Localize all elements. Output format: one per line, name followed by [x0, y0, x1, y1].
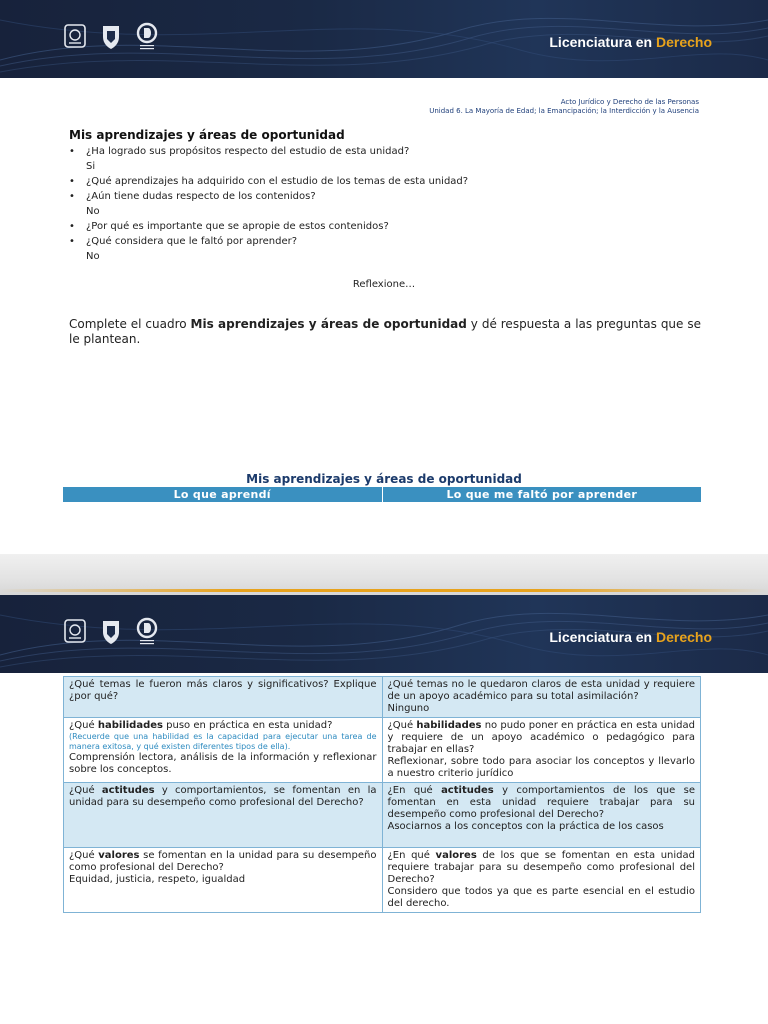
bullet-icon: • [69, 191, 75, 202]
unam-logo-icon [62, 22, 88, 52]
list-item: • ¿Aún tiene dudas respecto de los contenidos? [69, 191, 316, 202]
table-row [64, 677, 701, 718]
learning-table [63, 676, 701, 913]
cuaed-logo-icon [134, 22, 160, 52]
hint-text: (Recuerde que una habilidad es la capacidad para ejecutar una tarea de manera exitosa, y qué existen diferentes tipos de ella). [69, 732, 377, 751]
unit-name: Unidad 6. La Mayoría de Edad; la Emancipación; la Interdicción y la Ausencia [429, 107, 699, 115]
question-list [69, 144, 468, 264]
program-title: Licenciatura en Derecho [549, 34, 712, 50]
shield-logo-icon [98, 617, 124, 647]
table-row [64, 718, 701, 783]
answer-text: No [86, 251, 100, 262]
column-header-learned: Lo que aprendí [63, 487, 383, 502]
bullet-icon: • [69, 176, 75, 187]
cell-missing: ¿Qué habilidades no pudo poner en práctica en esta unidad y requiere de un apoyo académico o pedagógico para trabajar en ellas? Reflexionar, sobre todo para asociar los conceptos y llevarlo a nuestro criterio jurídico [382, 718, 701, 783]
bullet-icon: • [69, 221, 75, 232]
reflect-text: Reflexione… [352, 279, 416, 290]
shield-logo-icon [98, 22, 124, 52]
column-header-missing: Lo que me faltó por aprender [446, 488, 638, 501]
cell-learned: ¿Qué habilidades puso en práctica en esta unidad? (Recuerde que una habilidad es la capacidad para ejecutar una tarea de manera exitosa, y qué existen diferentes tipos de ella). Comprensión lectora, análisis de la información y reflexionar sobre los conceptos. [64, 718, 383, 783]
gold-rule [0, 589, 768, 592]
cell-learned: ¿Qué actitudes y comportamientos, se fomentan en la unidad para su desempeño como profesional del Derecho? [64, 783, 383, 848]
document-meta [429, 98, 699, 116]
cell-missing: ¿Qué temas no le quedaron claros de esta unidad y requiere de un apoyo académico para su total asimilación? Ninguno [382, 677, 701, 718]
table-row [64, 848, 701, 913]
header-banner [0, 0, 768, 78]
cell-missing: ¿En qué valores de los que se fomentan en esta unidad requiere trabajar para su desempeño como profesional del Derecho? Considero que todos ya que es parte esencial en el estudio del derecho. [382, 848, 701, 913]
course-name: Acto Jurídico y Derecho de las Personas [560, 98, 699, 106]
cell-learned: ¿Qué valores se fomentan en la unidad para su desempeño como profesional del Derecho? Equidad, justicia, respeto, igualdad [64, 848, 383, 913]
list-item: • ¿Por qué es importante que se apropie de estos contenidos? [69, 221, 389, 232]
instruction-text: Complete el cuadro Mis aprendizajes y áreas de oportunidad y dé respuesta a las preguntas que se le plantean. [69, 317, 701, 346]
list-item: • ¿Qué aprendizajes ha adquirido con el estudio de los temas de esta unidad? [69, 176, 469, 187]
program-title: Licenciatura en Derecho [549, 629, 712, 645]
table-title: Mis aprendizajes y áreas de oportunidad [246, 472, 522, 486]
bullet-icon: • [69, 146, 75, 157]
cell-missing: ¿En qué actitudes y comportamientos de los que se fomentan en esta unidad requiere trabajar para su desempeño como profesional del Derecho? Asociarnos a los conceptos con la práctica de los casos [382, 783, 701, 848]
section-title: Mis aprendizajes y áreas de oportunidad [69, 128, 345, 142]
table-row [64, 783, 701, 848]
answer-text: No [86, 206, 100, 217]
bullet-icon: • [69, 236, 75, 247]
table-header [63, 487, 701, 502]
list-item: • ¿Qué considera que le faltó por aprender? [69, 236, 298, 247]
page-separator [0, 554, 768, 595]
unam-logo-icon [62, 617, 88, 647]
answer-text: Si [86, 161, 96, 172]
list-item: • ¿Ha logrado sus propósitos respecto del estudio de esta unidad? [69, 146, 410, 157]
cell-learned: ¿Qué temas le fueron más claros y significativos? Explique ¿por qué? [64, 677, 383, 718]
cuaed-logo-icon [134, 617, 160, 647]
header-banner-page2 [0, 595, 768, 673]
